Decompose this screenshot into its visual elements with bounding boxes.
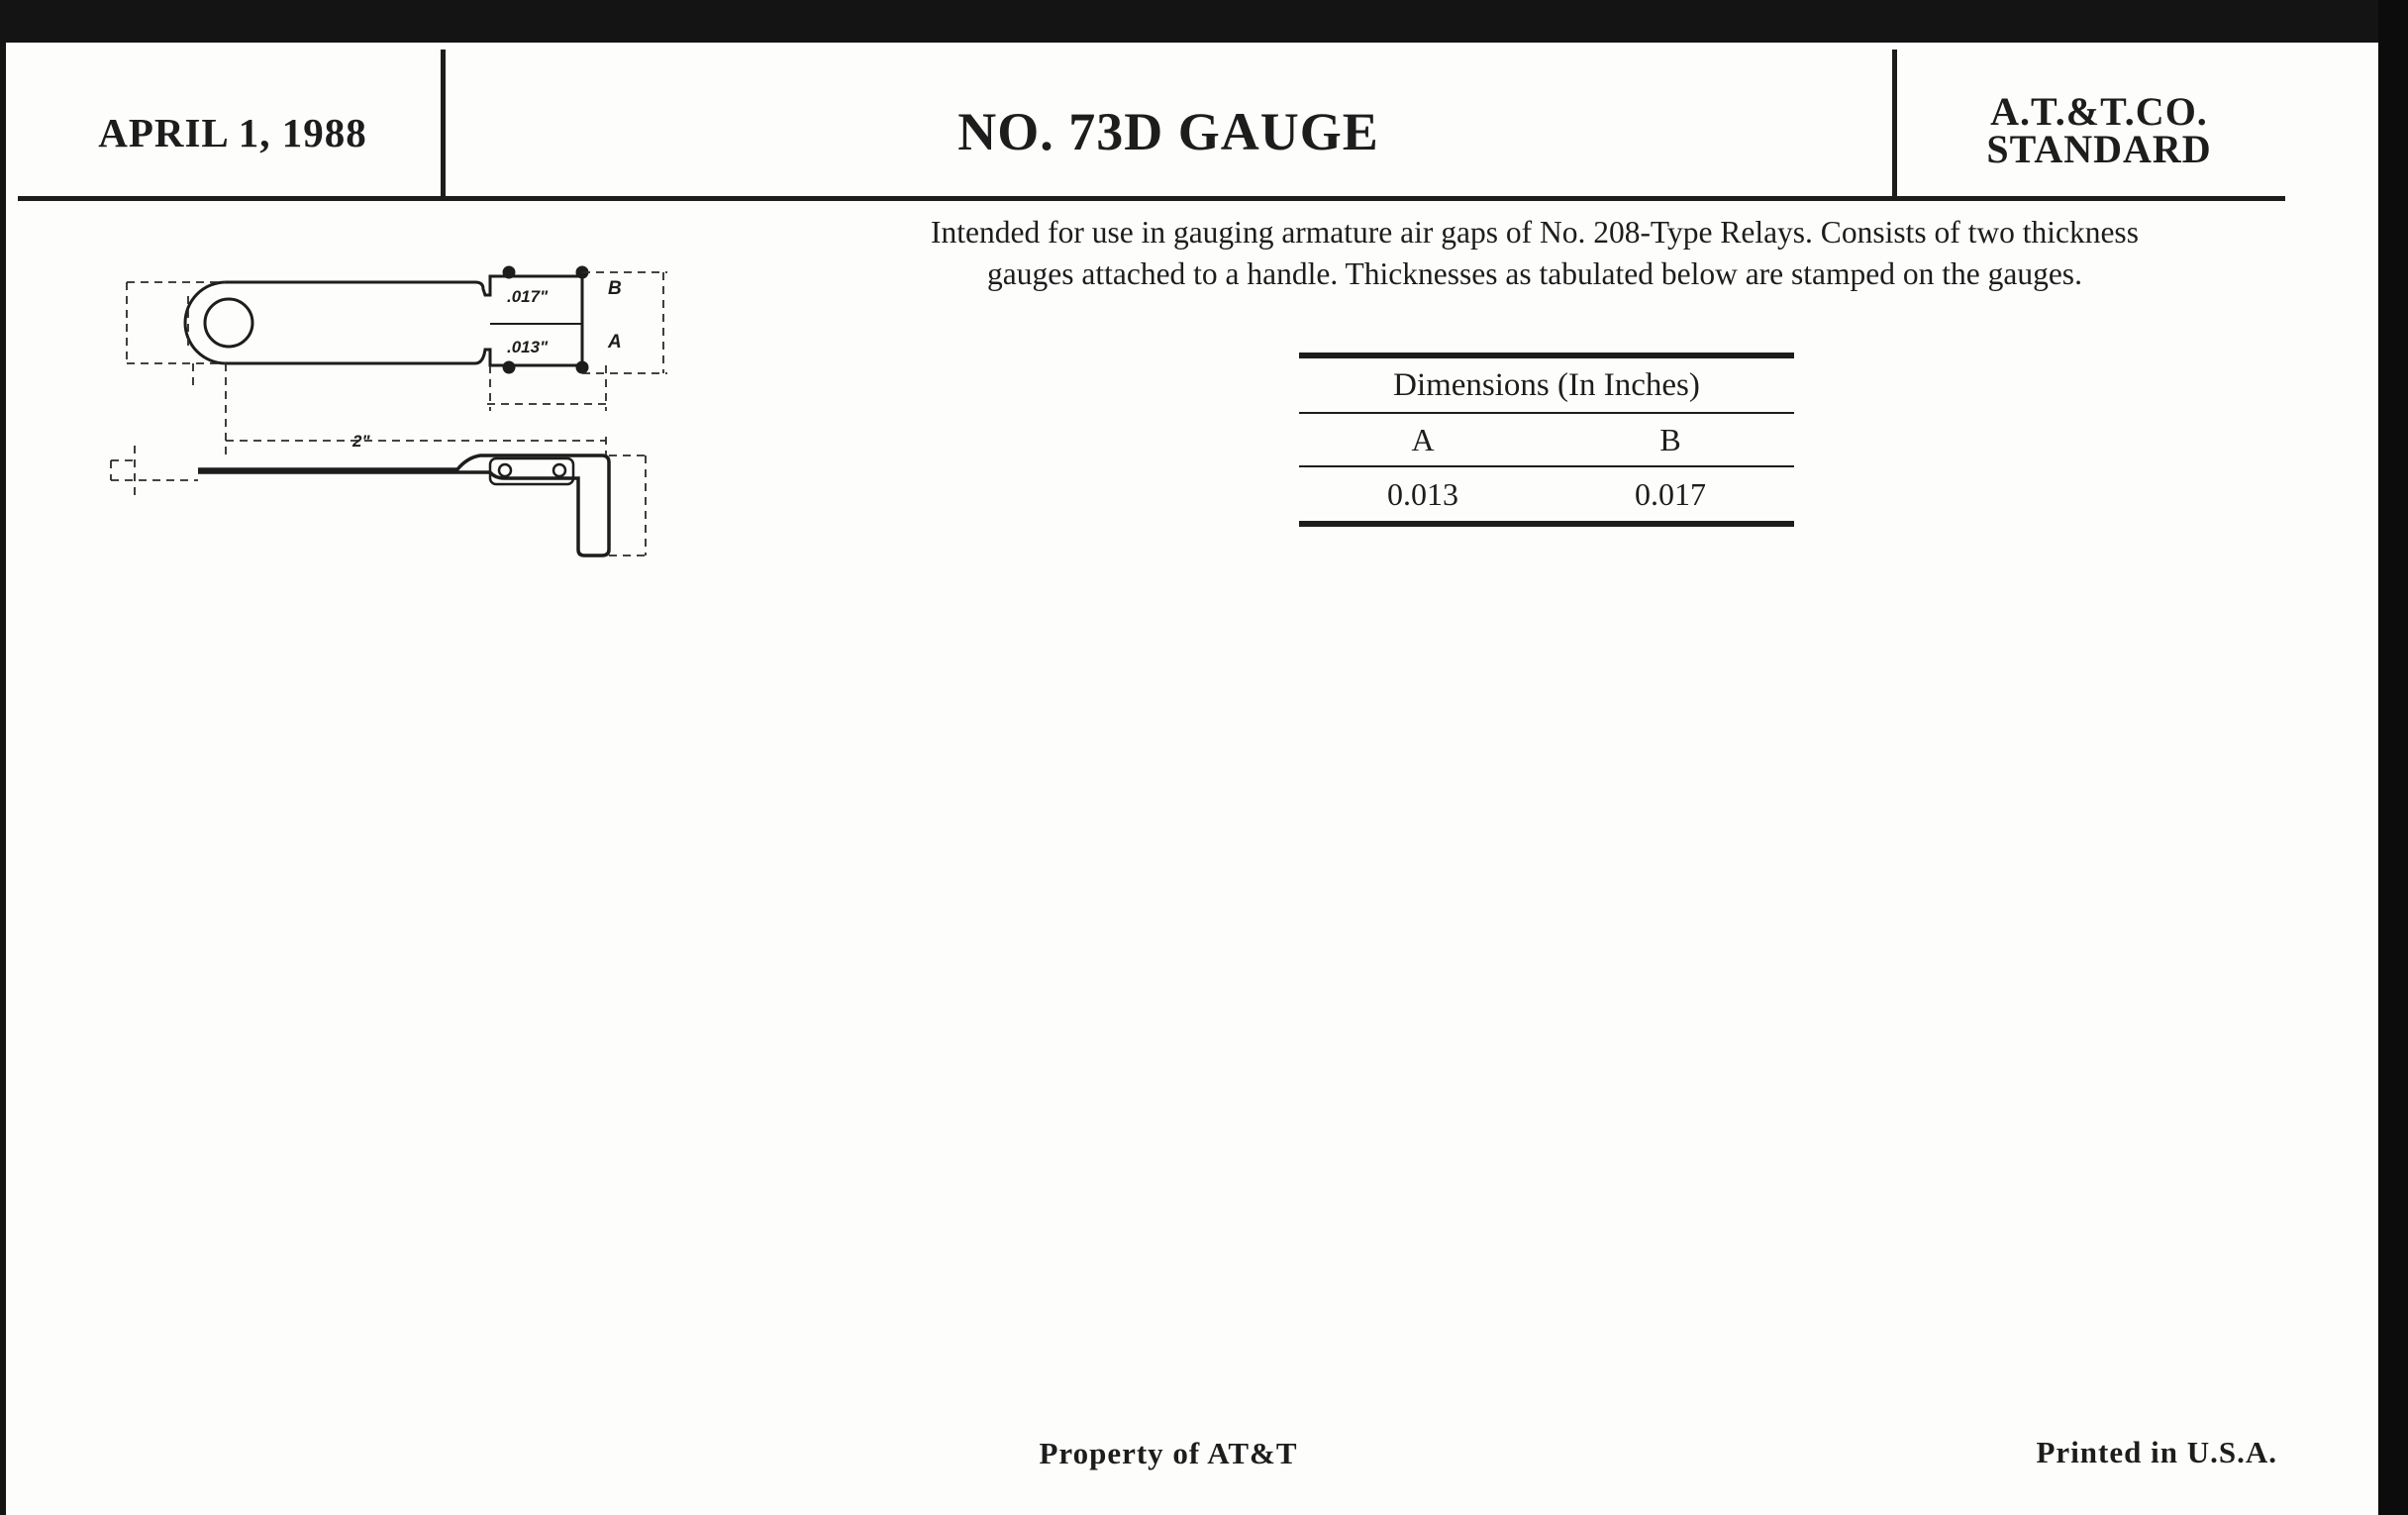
gauge-drawing: [99, 252, 713, 569]
description: [812, 212, 2258, 295]
table-caption: Dimensions (In Inches): [1393, 367, 1700, 403]
scan-edge: [2378, 0, 2408, 1515]
table-header-row: [1299, 414, 1794, 465]
drawing-label-017: .017": [507, 287, 549, 306]
table-row: [1299, 467, 1794, 521]
drawing-label-a: A: [608, 332, 622, 353]
page-title: NO. 73D GAUGE: [957, 102, 1379, 161]
standard-label: [1901, 89, 2297, 171]
description-line2: gauges attached to a handle. Thicknesses as tabulated below are stamped on the gauges.: [987, 256, 2082, 291]
footer-printed: Printed in U.S.A.: [2036, 1435, 2277, 1469]
standard-label-line1: A.T.&T.CO.: [1990, 89, 2208, 134]
side-view-outline: [198, 455, 609, 556]
table-cell-a: 0.013: [1387, 476, 1458, 512]
footer-property: Property of AT&T: [1039, 1436, 1298, 1470]
header-rule: [18, 196, 2285, 201]
description-line1: Intended for use in gauging armature air gaps of No. 208-Type Relays. Consists of two thickness: [931, 215, 2139, 250]
issue-date: APRIL 1, 1988: [98, 110, 367, 155]
table-cell-b: 0.017: [1635, 476, 1706, 512]
header-divider-right: [1892, 50, 1897, 198]
standard-label-line2: STANDARD: [1986, 127, 2212, 171]
dimensions-table: [1299, 353, 1794, 527]
drawing-label-2in: 2": [352, 432, 370, 451]
table-header-b: B: [1659, 422, 1681, 457]
hanging-hole: [205, 299, 252, 347]
header-divider-left: [441, 50, 446, 198]
drawing-label-013: .013": [507, 338, 549, 356]
drawing-label-b: B: [608, 278, 622, 299]
table-header-a: A: [1411, 422, 1435, 457]
